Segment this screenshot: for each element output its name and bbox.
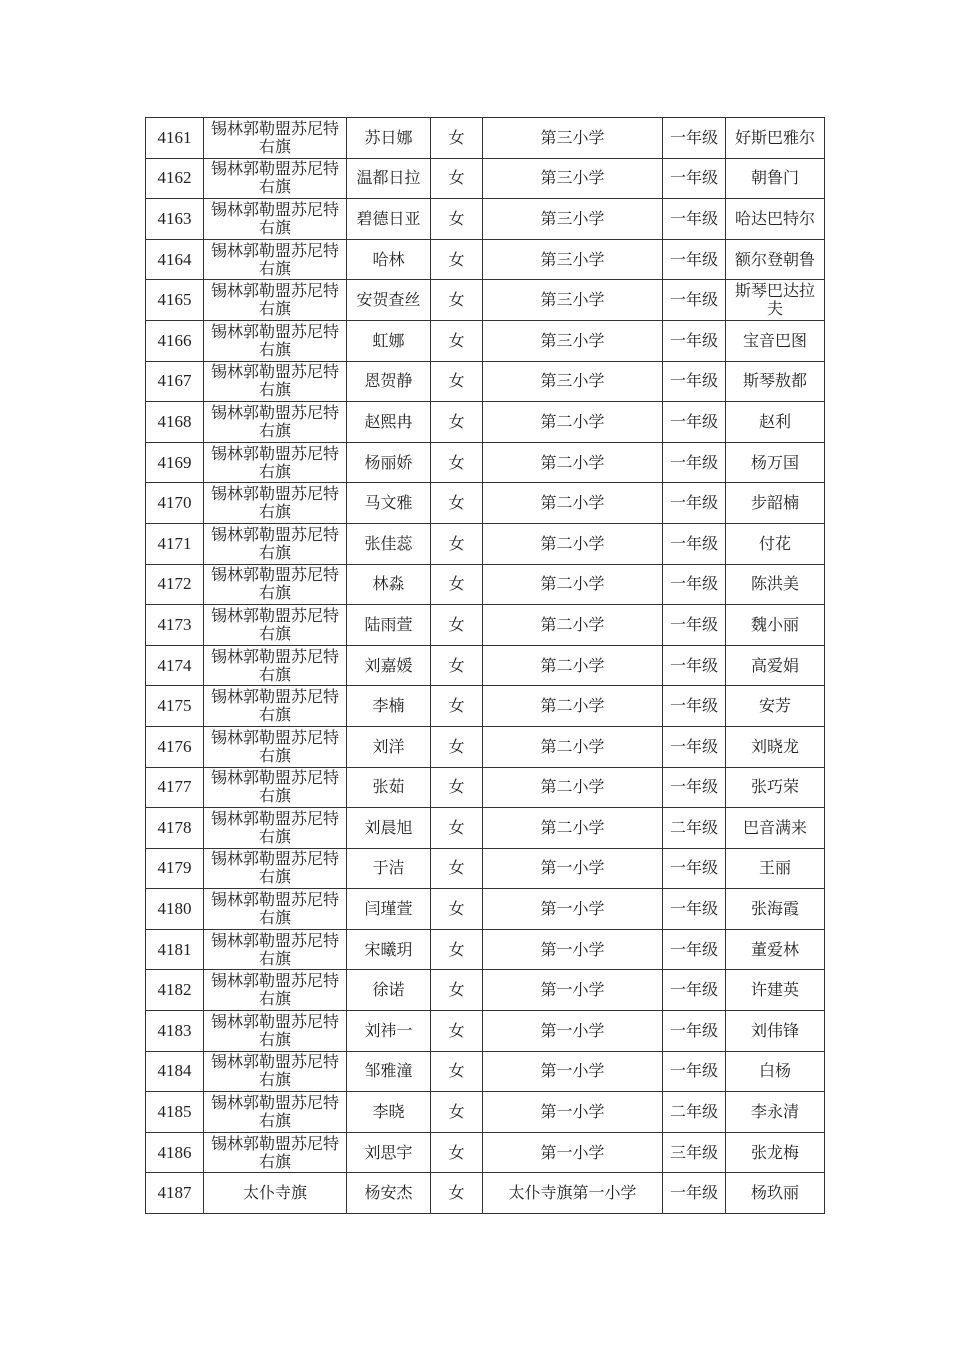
- table-row: [146, 442, 825, 483]
- cell-gender: 女: [431, 402, 483, 443]
- table-row: [146, 605, 825, 646]
- cell-serial-number: 4166: [146, 320, 204, 361]
- cell-teacher: 张龙梅: [726, 1132, 825, 1173]
- cell-grade: 一年级: [663, 320, 726, 361]
- cell-region: 锡林郭勒盟苏尼特右旗: [204, 889, 347, 930]
- cell-school: 第三小学: [483, 199, 663, 240]
- cell-school: 第三小学: [483, 361, 663, 402]
- cell-grade: 一年级: [663, 402, 726, 443]
- cell-serial-number: 4176: [146, 726, 204, 767]
- cell-teacher: 好斯巴雅尔: [726, 118, 825, 159]
- cell-teacher: 魏小丽: [726, 605, 825, 646]
- cell-student-name: 刘嘉媛: [347, 645, 431, 686]
- cell-gender: 女: [431, 605, 483, 646]
- cell-student-name: 杨丽娇: [347, 442, 431, 483]
- cell-region: 锡林郭勒盟苏尼特右旗: [204, 361, 347, 402]
- cell-student-name: 温都日拉: [347, 158, 431, 199]
- cell-serial-number: 4187: [146, 1173, 204, 1214]
- cell-grade: 一年级: [663, 1173, 726, 1214]
- cell-student-name: 林淼: [347, 564, 431, 605]
- table-row: [146, 361, 825, 402]
- cell-serial-number: 4169: [146, 442, 204, 483]
- cell-gender: 女: [431, 889, 483, 930]
- cell-student-name: 哈林: [347, 239, 431, 280]
- cell-school: 第一小学: [483, 1051, 663, 1092]
- cell-region: 锡林郭勒盟苏尼特右旗: [204, 808, 347, 849]
- cell-gender: 女: [431, 118, 483, 159]
- cell-serial-number: 4180: [146, 889, 204, 930]
- cell-region: 锡林郭勒盟苏尼特右旗: [204, 1011, 347, 1052]
- cell-student-name: 于洁: [347, 848, 431, 889]
- cell-gender: 女: [431, 442, 483, 483]
- cell-gender: 女: [431, 564, 483, 605]
- cell-teacher: 张巧荣: [726, 767, 825, 808]
- cell-teacher: 朝鲁门: [726, 158, 825, 199]
- cell-student-name: 刘祎一: [347, 1011, 431, 1052]
- cell-gender: 女: [431, 320, 483, 361]
- table-row: [146, 483, 825, 524]
- cell-gender: 女: [431, 523, 483, 564]
- cell-school: 第二小学: [483, 523, 663, 564]
- cell-school: 第三小学: [483, 158, 663, 199]
- cell-grade: 一年级: [663, 767, 726, 808]
- cell-school: 第三小学: [483, 280, 663, 321]
- cell-region: 锡林郭勒盟苏尼特右旗: [204, 767, 347, 808]
- table-row: [146, 970, 825, 1011]
- cell-serial-number: 4177: [146, 767, 204, 808]
- cell-grade: 一年级: [663, 564, 726, 605]
- table-row: [146, 1011, 825, 1052]
- table-row: [146, 239, 825, 280]
- cell-serial-number: 4179: [146, 848, 204, 889]
- cell-region: 锡林郭勒盟苏尼特右旗: [204, 1051, 347, 1092]
- cell-region: 锡林郭勒盟苏尼特右旗: [204, 686, 347, 727]
- cell-student-name: 李楠: [347, 686, 431, 727]
- cell-serial-number: 4178: [146, 808, 204, 849]
- cell-serial-number: 4165: [146, 280, 204, 321]
- table-row: [146, 726, 825, 767]
- cell-serial-number: 4181: [146, 929, 204, 970]
- cell-grade: 一年级: [663, 645, 726, 686]
- cell-teacher: 白杨: [726, 1051, 825, 1092]
- cell-grade: 二年级: [663, 808, 726, 849]
- cell-school: 第二小学: [483, 767, 663, 808]
- cell-teacher: 刘伟锋: [726, 1011, 825, 1052]
- cell-student-name: 苏日娜: [347, 118, 431, 159]
- cell-grade: 一年级: [663, 199, 726, 240]
- cell-student-name: 虹娜: [347, 320, 431, 361]
- cell-grade: 一年级: [663, 361, 726, 402]
- cell-teacher: 安芳: [726, 686, 825, 727]
- cell-region: 锡林郭勒盟苏尼特右旗: [204, 483, 347, 524]
- cell-school: 第二小学: [483, 442, 663, 483]
- table-row: [146, 199, 825, 240]
- cell-gender: 女: [431, 1132, 483, 1173]
- cell-school: 第一小学: [483, 1132, 663, 1173]
- cell-serial-number: 4170: [146, 483, 204, 524]
- cell-serial-number: 4183: [146, 1011, 204, 1052]
- cell-teacher: 赵利: [726, 402, 825, 443]
- cell-teacher: 李永清: [726, 1092, 825, 1133]
- table-row: [146, 1173, 825, 1214]
- cell-region: 锡林郭勒盟苏尼特右旗: [204, 929, 347, 970]
- cell-teacher: 杨玖丽: [726, 1173, 825, 1214]
- cell-grade: 二年级: [663, 1092, 726, 1133]
- cell-school: 第二小学: [483, 402, 663, 443]
- cell-student-name: 李晓: [347, 1092, 431, 1133]
- cell-teacher: 刘晓龙: [726, 726, 825, 767]
- cell-serial-number: 4175: [146, 686, 204, 727]
- cell-region: 锡林郭勒盟苏尼特右旗: [204, 320, 347, 361]
- table-row: [146, 848, 825, 889]
- cell-serial-number: 4172: [146, 564, 204, 605]
- cell-gender: 女: [431, 158, 483, 199]
- cell-serial-number: 4162: [146, 158, 204, 199]
- cell-serial-number: 4185: [146, 1092, 204, 1133]
- cell-student-name: 马文雅: [347, 483, 431, 524]
- cell-grade: 三年级: [663, 1132, 726, 1173]
- cell-grade: 一年级: [663, 726, 726, 767]
- cell-gender: 女: [431, 929, 483, 970]
- cell-teacher: 哈达巴特尔: [726, 199, 825, 240]
- table-body: [146, 118, 825, 1214]
- cell-student-name: 恩贺静: [347, 361, 431, 402]
- table-row: [146, 158, 825, 199]
- cell-teacher: 张海霞: [726, 889, 825, 930]
- cell-teacher: 斯琴敖都: [726, 361, 825, 402]
- cell-gender: 女: [431, 280, 483, 321]
- cell-teacher: 陈洪美: [726, 564, 825, 605]
- cell-grade: 一年级: [663, 442, 726, 483]
- cell-school: 第二小学: [483, 808, 663, 849]
- cell-teacher: 付花: [726, 523, 825, 564]
- cell-student-name: 陆雨萱: [347, 605, 431, 646]
- table-row: [146, 564, 825, 605]
- cell-region: 锡林郭勒盟苏尼特右旗: [204, 1092, 347, 1133]
- cell-teacher: 许建英: [726, 970, 825, 1011]
- cell-teacher: 斯琴巴达拉夫: [726, 280, 825, 321]
- cell-region: 锡林郭勒盟苏尼特右旗: [204, 726, 347, 767]
- cell-serial-number: 4182: [146, 970, 204, 1011]
- cell-teacher: 宝音巴图: [726, 320, 825, 361]
- cell-region: 太仆寺旗: [204, 1173, 347, 1214]
- cell-region: 锡林郭勒盟苏尼特右旗: [204, 118, 347, 159]
- cell-gender: 女: [431, 645, 483, 686]
- cell-gender: 女: [431, 239, 483, 280]
- cell-student-name: 安贺查丝: [347, 280, 431, 321]
- table-row: [146, 686, 825, 727]
- cell-student-name: 刘晨旭: [347, 808, 431, 849]
- cell-grade: 一年级: [663, 483, 726, 524]
- cell-serial-number: 4171: [146, 523, 204, 564]
- cell-school: 第一小学: [483, 970, 663, 1011]
- table-row: [146, 889, 825, 930]
- cell-grade: 一年级: [663, 280, 726, 321]
- cell-region: 锡林郭勒盟苏尼特右旗: [204, 848, 347, 889]
- cell-region: 锡林郭勒盟苏尼特右旗: [204, 605, 347, 646]
- cell-gender: 女: [431, 686, 483, 727]
- cell-student-name: 张茹: [347, 767, 431, 808]
- cell-gender: 女: [431, 1092, 483, 1133]
- table-row: [146, 280, 825, 321]
- cell-school: 第二小学: [483, 564, 663, 605]
- cell-region: 锡林郭勒盟苏尼特右旗: [204, 523, 347, 564]
- cell-student-name: 闫瑾萱: [347, 889, 431, 930]
- cell-serial-number: 4184: [146, 1051, 204, 1092]
- cell-student-name: 碧德日亚: [347, 199, 431, 240]
- cell-school: 第三小学: [483, 118, 663, 159]
- cell-gender: 女: [431, 1051, 483, 1092]
- cell-student-name: 宋曦玥: [347, 929, 431, 970]
- cell-school: 第一小学: [483, 1092, 663, 1133]
- table-row: [146, 523, 825, 564]
- cell-serial-number: 4168: [146, 402, 204, 443]
- cell-grade: 一年级: [663, 523, 726, 564]
- cell-region: 锡林郭勒盟苏尼特右旗: [204, 158, 347, 199]
- cell-serial-number: 4167: [146, 361, 204, 402]
- cell-school: 第二小学: [483, 726, 663, 767]
- cell-region: 锡林郭勒盟苏尼特右旗: [204, 280, 347, 321]
- cell-grade: 一年级: [663, 158, 726, 199]
- cell-region: 锡林郭勒盟苏尼特右旗: [204, 1132, 347, 1173]
- cell-region: 锡林郭勒盟苏尼特右旗: [204, 402, 347, 443]
- cell-school: 第三小学: [483, 239, 663, 280]
- cell-serial-number: 4164: [146, 239, 204, 280]
- cell-teacher: 杨万国: [726, 442, 825, 483]
- table-row: [146, 929, 825, 970]
- table-row: [146, 1132, 825, 1173]
- cell-school: 第二小学: [483, 686, 663, 727]
- cell-grade: 一年级: [663, 118, 726, 159]
- cell-grade: 一年级: [663, 848, 726, 889]
- cell-gender: 女: [431, 970, 483, 1011]
- cell-school: 第二小学: [483, 605, 663, 646]
- cell-gender: 女: [431, 199, 483, 240]
- table-row: [146, 402, 825, 443]
- cell-region: 锡林郭勒盟苏尼特右旗: [204, 239, 347, 280]
- cell-school: 第二小学: [483, 645, 663, 686]
- cell-grade: 一年级: [663, 1051, 726, 1092]
- cell-teacher: 高爱娟: [726, 645, 825, 686]
- cell-region: 锡林郭勒盟苏尼特右旗: [204, 442, 347, 483]
- cell-gender: 女: [431, 848, 483, 889]
- cell-grade: 一年级: [663, 605, 726, 646]
- cell-grade: 一年级: [663, 686, 726, 727]
- cell-serial-number: 4163: [146, 199, 204, 240]
- cell-region: 锡林郭勒盟苏尼特右旗: [204, 564, 347, 605]
- cell-grade: 一年级: [663, 970, 726, 1011]
- cell-student-name: 张佳蕊: [347, 523, 431, 564]
- table-row: [146, 118, 825, 159]
- cell-teacher: 董爱林: [726, 929, 825, 970]
- cell-gender: 女: [431, 361, 483, 402]
- cell-student-name: 刘洋: [347, 726, 431, 767]
- cell-student-name: 赵熙冉: [347, 402, 431, 443]
- cell-region: 锡林郭勒盟苏尼特右旗: [204, 645, 347, 686]
- cell-grade: 一年级: [663, 889, 726, 930]
- cell-school: 第一小学: [483, 1011, 663, 1052]
- table-row: [146, 767, 825, 808]
- cell-serial-number: 4174: [146, 645, 204, 686]
- cell-school: 第三小学: [483, 320, 663, 361]
- cell-serial-number: 4161: [146, 118, 204, 159]
- cell-grade: 一年级: [663, 1011, 726, 1052]
- cell-teacher: 额尔登朝鲁: [726, 239, 825, 280]
- cell-student-name: 徐诺: [347, 970, 431, 1011]
- cell-region: 锡林郭勒盟苏尼特右旗: [204, 199, 347, 240]
- cell-teacher: 巴音满来: [726, 808, 825, 849]
- table-row: [146, 808, 825, 849]
- cell-serial-number: 4173: [146, 605, 204, 646]
- table-row: [146, 645, 825, 686]
- cell-gender: 女: [431, 483, 483, 524]
- cell-gender: 女: [431, 767, 483, 808]
- cell-teacher: 步韶楠: [726, 483, 825, 524]
- cell-region: 锡林郭勒盟苏尼特右旗: [204, 970, 347, 1011]
- cell-serial-number: 4186: [146, 1132, 204, 1173]
- table-row: [146, 1092, 825, 1133]
- cell-school: 第一小学: [483, 929, 663, 970]
- cell-student-name: 杨安杰: [347, 1173, 431, 1214]
- cell-school: 第二小学: [483, 483, 663, 524]
- cell-gender: 女: [431, 1173, 483, 1214]
- cell-school: 太仆寺旗第一小学: [483, 1173, 663, 1214]
- cell-student-name: 邹雅潼: [347, 1051, 431, 1092]
- cell-grade: 一年级: [663, 239, 726, 280]
- award-roster-table: [145, 117, 825, 1214]
- table-row: [146, 1051, 825, 1092]
- cell-grade: 一年级: [663, 929, 726, 970]
- cell-gender: 女: [431, 1011, 483, 1052]
- table-row: [146, 320, 825, 361]
- cell-teacher: 王丽: [726, 848, 825, 889]
- cell-school: 第一小学: [483, 889, 663, 930]
- cell-student-name: 刘思宇: [347, 1132, 431, 1173]
- cell-gender: 女: [431, 808, 483, 849]
- cell-gender: 女: [431, 726, 483, 767]
- cell-school: 第一小学: [483, 848, 663, 889]
